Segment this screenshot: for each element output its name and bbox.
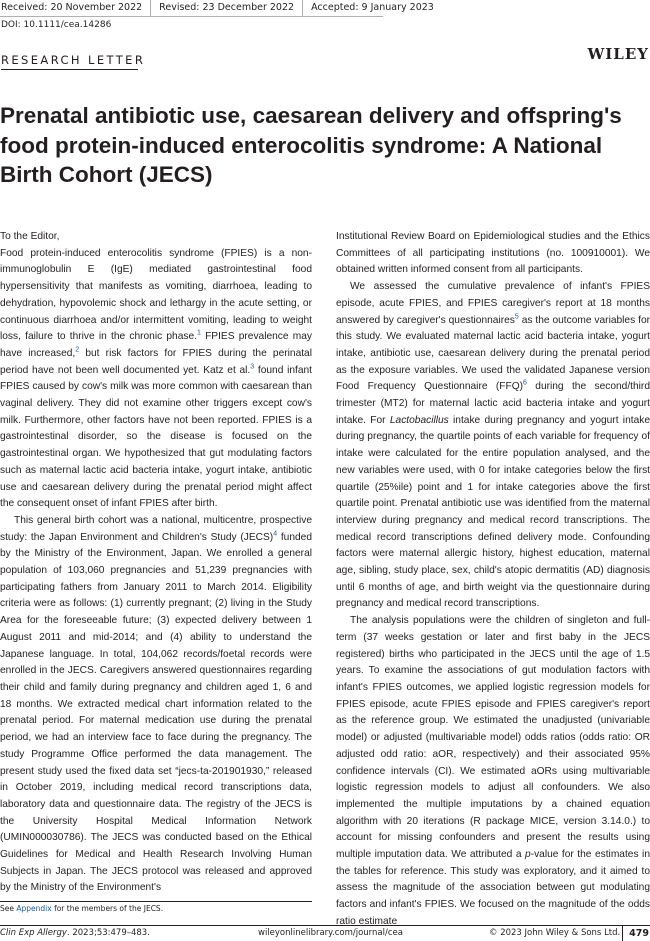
paragraph-methods: We assessed the cumulative prevalence of infant's FPIES episode, acute FPIES, and FPIES caregiver's report at 18 months answered by caregiver's questionnaires$^5$ as the outcome variables for this study. We evaluated maternal lactic acid bacteria intake, yogurt intake, antibiotic use, caesarean delivery during the prenatal period as the exposure variables. We used the validated Japanese version Food Frequency Questionnaire (FFQ)$^6$ during the second/third trimester (MT2) for maternal lactic acid bacteria intake and yogurt intake. For Lactobacillus intake during pregnancy and yogurt intake during pregnancy, the quartile points of each variable for frequency of intake were calculated for the entire population analysed, and the new variables were used, with 0 for intake categories below the first quartile (25%ile) point and 1 for intake categories above the first quartile point. Prenatal antibiotic use was identified from the maternal interview during pregnancy and medical record transcriptions. The medical record transcriptions defined delivery mode. Confounding factors were maternal allergic history, highest education, maternal age, sibling, study place, sex, child's atopic dermatitis (AD) diagnosis until 6 months of age, and birth weight via the questionnaire during pregnancy and medical record transcriptions. (336, 281, 650, 610)
right-column (336, 229, 650, 931)
reference-link[interactable]: 2 (75, 346, 80, 354)
paragraph-ethics: Institutional Review Board on Epidemiological studies and the Ethics Committees of all participating institutions (no. 100910001). We obtained written informed consent from all participants. (336, 231, 650, 276)
paragraph-study: This general birth cohort was a national, multicentre, prospective study: the Japan Environment and Children's Study (JECS)$^4$ funded by the Ministry of the Environment, Japan. We enrolled a general population of 103,060 pregnancies and 51,239 pregnancies with participating fathers from January 2011 to March 2014. Eligibility criteria were as follows: (1) currently pregnant; (2) living in the Study Area for the foreseeable future; (3) expected delivery between 1 August 2011 and mid-2014; and (4) ability to understand the Japanese language. In total, 104,062 records/foetal records were enrolled in the JECS. Caregivers answered questionnaires regarding their child and family during pregnancy and children aged 1, 6 and 18 months. We extracted medical chart information related to the prenatal period. For maternal medication use during the prenatal period, we had an interview face to face during the pregnancy. The study Programme Office performed the data management. The present study used the fixed data set “jecs-ta-201901930,” released in October 2019, including medical record transcriptions data, laboratory data and questionnaire data. The registry of the JECS is the University Hospital Medical Information Network (UMIN000030786). The JECS was conducted based on the Ethical Guidelines for Medical and Health Research Involving Human Subjects in Japan. The JECS protocol was released and approved by the Ministry of the Environment's (0, 514, 312, 894)
journal-citation: Clin Exp Allergy. 2023;53:479–483. (0, 928, 150, 938)
page-footer (0, 925, 650, 941)
section-underline (1, 69, 138, 70)
footnote: See Appendix for the members of the JECS. (0, 904, 164, 913)
footer-divider (622, 925, 623, 941)
revised-date: Revised: 23 December 2022 (151, 0, 303, 16)
section-label: RESEARCH LETTER (1, 53, 146, 67)
header-divider (0, 16, 383, 17)
left-column (0, 229, 312, 897)
received-date: Received: 20 November 2022 (0, 0, 151, 16)
footnote-divider (0, 901, 312, 902)
reference-link[interactable]: 6 (523, 379, 527, 387)
appendix-link[interactable]: Appendix (16, 904, 52, 913)
reference-link[interactable]: 3 (250, 363, 255, 371)
paragraph-intro: Food protein-induced enterocolitis syndrome (FPIES) is a non-immunoglobulin E (IgE) mediated gastrointestinal food hypersensitivity that manifests as vomiting, diarrhoea, leading to dehydration, hypovolemic shock and lethargy in the acute setting, or continuous diarrhoea and/or intermittent vomiting, leading to weight loss, failure to thrive in the chronic phase.$^1$ FPIES prevalence may have increased,$^2$ but risk factors for FPIES during the perinatal period have not been well documented yet. Katz et al.$^3$ found infant FPIES caused by cow's milk was more common with caesarean than vaginal delivery. They did not examine other triggers except cow's milk. Furthermore, other factors have not been reported. FPIES is a gastrointestinal disorder, so the disease is focused on the gastrointestinal organ. We hypothesized that gut modulating factors such as maternal lactic acid bacteria intake, yogurt intake, antibiotic use and caesarean delivery during the prenatal period might affect the consequent onset of infant FPIES after birth. (0, 247, 312, 510)
page-number: 479 (629, 928, 649, 939)
salutation: To the Editor, (0, 231, 60, 242)
copyright: © 2023 John Wiley & Sons Ltd. (489, 928, 621, 938)
article-title: Prenatal antibiotic use, caesarean delivery and offspring's food protein-induced enterocolitis syndrome: A National Birth Cohort (JECS) (0, 103, 622, 187)
reference-link[interactable]: 5 (514, 313, 519, 321)
journal-website[interactable]: wileyonlinelibrary.com/journal/cea (258, 928, 403, 938)
reference-link[interactable]: 4 (273, 530, 278, 538)
accepted-date: Accepted: 9 January 2023 (311, 2, 434, 13)
doi[interactable]: DOI: 10.1111/cea.14286 (1, 20, 112, 30)
reference-link[interactable]: 1 (196, 329, 201, 337)
publisher-logo: WILEY (587, 45, 649, 63)
paragraph-analysis: The analysis populations were the children of singleton and full-term (37 weeks gestation or later and first baby in the JECS registered) births who participated in the JECS until the age of 1.5 years. To examine the associations of gut modulation factors with infant's FPIES outcomes, we applied logistic regression models for FPIES episode, acute FPIES episode and FPIES caregiver's report as the reference group. We estimated the unadjusted (univariable model) or adjusted (multivariable model) odds ratios (odds ratio: OR adjusted odd ratio: aOR, respectively) and their associated 95% confidence intervals (CI). We estimated aORs using multivariable logistic regression models to adjust all confounders. We also implemented the multiple imputations by a chained equation algorithm with 20 iterations (R package MICE, version 3.14.0.) to account for missing confounders and present the results using multiple imputation data. We attributed a p-value for the estimates in the tables for reference. This study was exploratory, and it aimed to assess the magnitude of the association between gut modulating factors and infant's FPIES. We focused on the magnitude of the odds ratio estimate (336, 615, 650, 927)
article-dates (0, 0, 442, 16)
